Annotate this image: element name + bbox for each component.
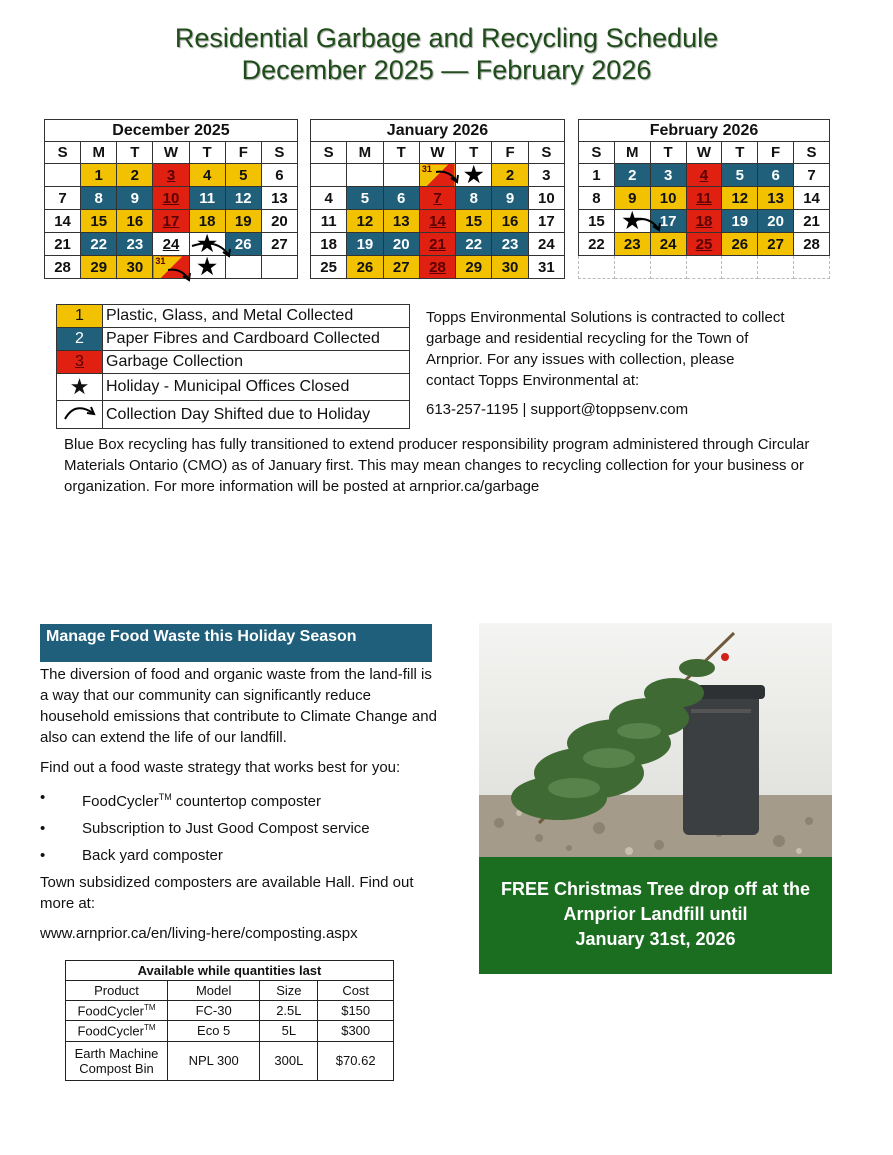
calendar-day: 6 — [261, 164, 297, 187]
calendar-day: 26 — [225, 233, 261, 256]
calendar-day — [225, 256, 261, 279]
holiday-star-icon: ★ — [189, 256, 225, 279]
shift-arrow-icon — [57, 401, 103, 429]
empty-cell — [579, 256, 615, 279]
calendar-day: 3 — [528, 164, 564, 187]
tree-line-1: FREE Christmas Tree drop off at the — [500, 879, 811, 899]
calendar-day: 8 — [456, 187, 492, 210]
calendar-day: 30 — [492, 256, 528, 279]
composting-link[interactable]: www.arnprior.ca/en/living-here/composting.aspx — [40, 925, 358, 942]
table-row — [66, 1001, 394, 1021]
calendar-day: 15 — [456, 210, 492, 233]
weekday-header: T — [383, 142, 419, 164]
calendar-day — [347, 164, 383, 187]
calendar-day: 19 — [722, 210, 758, 233]
calendar-day: 8 — [81, 187, 117, 210]
tree-line-3: January 31st, 2026 — [575, 929, 736, 949]
calendar-day: 6 — [758, 164, 794, 187]
calendar-day: 20 — [758, 210, 794, 233]
calendar-week — [579, 233, 830, 256]
calendar-day: 21 — [794, 210, 830, 233]
calendar-day: 1 — [81, 164, 117, 187]
holiday-star-icon: ★ — [614, 210, 650, 233]
calendar-day: 3 — [650, 164, 686, 187]
calendar-week — [311, 210, 565, 233]
calendar-day: 7 — [45, 187, 81, 210]
calendar-day: 24 — [528, 233, 564, 256]
calendar-day — [311, 164, 347, 187]
food-para-1: The diversion of food and organic waste from the land-fill is a way that our community can significantly reduce household emissions that contribute to Climate Change and also can extend the life of our landfill. — [40, 666, 437, 746]
calendar-day: 27 — [383, 256, 419, 279]
calendar-day: 18 — [686, 210, 722, 233]
calendar-day: 17 — [153, 210, 189, 233]
weekday-header: S — [261, 142, 297, 164]
calendar-day: 15 — [81, 210, 117, 233]
legend-row — [57, 328, 410, 351]
calendar-day: 12 — [225, 187, 261, 210]
calendar-day: 18 — [311, 233, 347, 256]
empty-cell — [794, 256, 830, 279]
calendar-week — [311, 233, 565, 256]
calendar-day: 14 — [419, 210, 455, 233]
calendar-day: 27 — [758, 233, 794, 256]
food-para-2: Find out a food waste strategy that works best for you: — [40, 759, 401, 776]
weekday-header: T — [189, 142, 225, 164]
weekday-header: T — [456, 142, 492, 164]
legend — [56, 304, 410, 429]
list-item: • FoodCycler™ countertop composter — [40, 789, 321, 810]
calendar-day: 25 — [686, 233, 722, 256]
calendar-day: 16 — [492, 210, 528, 233]
shifted-day-cell: 31 — [153, 256, 189, 279]
legend-row — [57, 351, 410, 374]
tree-dropoff-notice — [479, 857, 832, 974]
calendar-day: 27 — [261, 233, 297, 256]
calendar-day: 29 — [456, 256, 492, 279]
calendar-day — [45, 164, 81, 187]
calendar-day: 18 — [189, 210, 225, 233]
bluebox-notice: Blue Box recycling has fully transitioned to extend producer responsibility program administered through Circular Materials Ontario (CMO) as of January first. This may mean changes to recycling collection for your business or organization. For more information will be posted at arnprior.ca/garbage — [64, 436, 810, 495]
tree-line-2: Arnprior Landfill until — [563, 904, 748, 924]
month-name: December 2025 — [45, 120, 298, 142]
weekday-header: S — [311, 142, 347, 164]
calendar-day: 13 — [261, 187, 297, 210]
weekday-header: F — [492, 142, 528, 164]
product-cell: Earth Machine Compost Bin — [66, 1041, 168, 1080]
calendar-day: 22 — [456, 233, 492, 256]
calendar-day: 23 — [117, 233, 153, 256]
calendar-week — [45, 256, 298, 279]
bullet-icon: • — [40, 847, 46, 864]
calendar-day: 8 — [579, 187, 615, 210]
weekday-header: F — [758, 142, 794, 164]
empty-cell — [758, 256, 794, 279]
calendar-day: 13 — [758, 187, 794, 210]
weekday-header: M — [347, 142, 383, 164]
calendar-february — [578, 119, 830, 279]
legend-swatch-garbage: 3 — [57, 351, 103, 374]
weekday-header: T — [650, 142, 686, 164]
weekday-header: W — [419, 142, 455, 164]
product-cell: FoodCycler™ — [66, 1001, 168, 1021]
christmas-tree-photo — [479, 623, 832, 857]
weekday-header: W — [686, 142, 722, 164]
cost-cell: $300 — [318, 1021, 394, 1041]
calendar-day: 4 — [686, 164, 722, 187]
calendar-day: 6 — [383, 187, 419, 210]
calendar-week — [311, 164, 565, 187]
page-subtitle: December 2025 — February 2026 — [241, 55, 652, 85]
calendar-day: 2 — [614, 164, 650, 187]
calendar-day: 11 — [311, 210, 347, 233]
calendar-day: 10 — [153, 187, 189, 210]
product-cell: FoodCycler™ — [66, 1021, 168, 1041]
calendar-week — [579, 256, 830, 279]
food-para-3: Town subsidized composters are available Hall. Find out more at: — [40, 874, 414, 912]
calendar-day: 26 — [347, 256, 383, 279]
empty-cell — [686, 256, 722, 279]
table-row — [66, 1041, 394, 1080]
calendar-day: 10 — [528, 187, 564, 210]
calendar-day: 10 — [650, 187, 686, 210]
calendar-day: 9 — [614, 187, 650, 210]
model-cell: FC-30 — [168, 1001, 260, 1021]
legend-row — [57, 374, 410, 401]
legend-row — [57, 305, 410, 328]
column-header: Model — [168, 981, 260, 1001]
calendar-day: 2 — [117, 164, 153, 187]
calendar-day: 16 — [117, 210, 153, 233]
calendar-day: 28 — [794, 233, 830, 256]
calendar-day: 20 — [383, 233, 419, 256]
calendar-day: 9 — [117, 187, 153, 210]
calendar-day: 11 — [189, 187, 225, 210]
food-options-list — [40, 787, 440, 866]
model-cell: NPL 300 — [168, 1041, 260, 1080]
weekday-header: S — [45, 142, 81, 164]
calendar-day: 5 — [722, 164, 758, 187]
food-waste-section — [40, 664, 440, 953]
composter-price-table — [65, 960, 394, 1081]
calendar-day: 5 — [225, 164, 261, 187]
weekday-header: S — [794, 142, 830, 164]
empty-cell — [614, 256, 650, 279]
month-name: February 2026 — [579, 120, 830, 142]
empty-cell — [650, 256, 686, 279]
cost-cell: $150 — [318, 1001, 394, 1021]
calendar-day: 7 — [419, 187, 455, 210]
calendar-day: 25 — [311, 256, 347, 279]
calendar-day: 24 — [153, 233, 189, 256]
calendar-day: 28 — [45, 256, 81, 279]
holiday-star-icon: ★ — [189, 233, 225, 256]
calendar-week — [45, 210, 298, 233]
calendar-day: 22 — [579, 233, 615, 256]
column-header: Size — [260, 981, 318, 1001]
list-item: • Back yard composter — [40, 847, 223, 864]
calendar-day: 23 — [614, 233, 650, 256]
calendar-day: 12 — [722, 187, 758, 210]
calendar-day: 14 — [794, 187, 830, 210]
weekday-header: F — [225, 142, 261, 164]
calendar-day: 29 — [81, 256, 117, 279]
shifted-day-cell: 31 — [419, 164, 455, 187]
weekday-header: T — [117, 142, 153, 164]
calendar-day: 28 — [419, 256, 455, 279]
calendar-day: 19 — [347, 233, 383, 256]
food-waste-heading: Manage Food Waste this Holiday Season — [40, 624, 432, 662]
calendar-week — [579, 210, 830, 233]
calendar-day: 21 — [45, 233, 81, 256]
legend-row — [57, 401, 410, 429]
legend-label: Garbage Collection — [103, 351, 410, 374]
table-row — [66, 1021, 394, 1041]
legend-label: Paper Fibres and Cardboard Collected — [103, 328, 410, 351]
calendar-week — [45, 164, 298, 187]
calendar-day: 9 — [492, 187, 528, 210]
calendar-day: 5 — [347, 187, 383, 210]
weekday-header: S — [528, 142, 564, 164]
legend-label: Collection Day Shifted due to Holiday — [103, 401, 410, 429]
calendar-day: 22 — [81, 233, 117, 256]
weekday-header: T — [722, 142, 758, 164]
contact-text: Topps Environmental Solutions is contracted to collect garbage and residential recycling for the Town of Arnprior. For any issues with collection, please contact Topps Environmental at: — [426, 309, 785, 389]
calendar-day: 1 — [579, 164, 615, 187]
calendar-day: 20 — [261, 210, 297, 233]
legend-swatch-paper: 2 — [57, 328, 103, 351]
calendar-day: 26 — [722, 233, 758, 256]
size-cell: 2.5L — [260, 1001, 318, 1021]
calendar-week — [45, 187, 298, 210]
calendar-day: 2 — [492, 164, 528, 187]
contact-info — [426, 307, 786, 420]
empty-cell — [722, 256, 758, 279]
legend-label: Holiday - Municipal Offices Closed — [103, 374, 410, 401]
bullet-icon: • — [40, 789, 46, 806]
model-cell: Eco 5 — [168, 1021, 260, 1041]
weekday-header: S — [579, 142, 615, 164]
calendar-january — [310, 119, 565, 279]
calendar-day: 15 — [579, 210, 615, 233]
calendar-week — [579, 187, 830, 210]
bullet-icon: • — [40, 820, 46, 837]
star-icon: ★ — [57, 374, 103, 401]
calendar-day: 13 — [383, 210, 419, 233]
weekday-header: W — [153, 142, 189, 164]
weekday-header: M — [81, 142, 117, 164]
size-cell: 300L — [260, 1041, 318, 1080]
calendar-day: 4 — [189, 164, 225, 187]
calendar-day: 11 — [686, 187, 722, 210]
legend-label: Plastic, Glass, and Metal Collected — [103, 305, 410, 328]
calendar-day: 4 — [311, 187, 347, 210]
calendar-day: 17 — [528, 210, 564, 233]
column-header: Cost — [318, 981, 394, 1001]
calendar-day: 7 — [794, 164, 830, 187]
calendar-day: 24 — [650, 233, 686, 256]
cost-cell: $70.62 — [318, 1041, 394, 1080]
contact-line: 613-257-1195 | support@toppsenv.com — [426, 401, 689, 418]
calendar-day — [261, 256, 297, 279]
calendar-day: 3 — [153, 164, 189, 187]
page-title: Residential Garbage and Recycling Schedule — [174, 23, 719, 53]
calendar-day: 17 — [650, 210, 686, 233]
calendar-day: 12 — [347, 210, 383, 233]
legend-swatch-recycling: 1 — [57, 305, 103, 328]
calendar-day: 19 — [225, 210, 261, 233]
calendar-week — [579, 164, 830, 187]
holiday-star-icon: ★ — [456, 164, 492, 187]
size-cell: 5L — [260, 1021, 318, 1041]
calendar-day — [383, 164, 419, 187]
calendar-week — [45, 233, 298, 256]
column-header: Product — [66, 981, 168, 1001]
calendar-day: 14 — [45, 210, 81, 233]
weekday-header: M — [614, 142, 650, 164]
calendar-day: 23 — [492, 233, 528, 256]
calendar-day: 21 — [419, 233, 455, 256]
calendar-day: 30 — [117, 256, 153, 279]
calendar-day: 31 — [528, 256, 564, 279]
calendar-week — [311, 256, 565, 279]
calendar-december — [44, 119, 298, 279]
table-caption: Available while quantities last — [66, 961, 394, 981]
month-name: January 2026 — [311, 120, 565, 142]
list-item: • Subscription to Just Good Compost service — [40, 820, 370, 837]
calendar-week — [311, 187, 565, 210]
